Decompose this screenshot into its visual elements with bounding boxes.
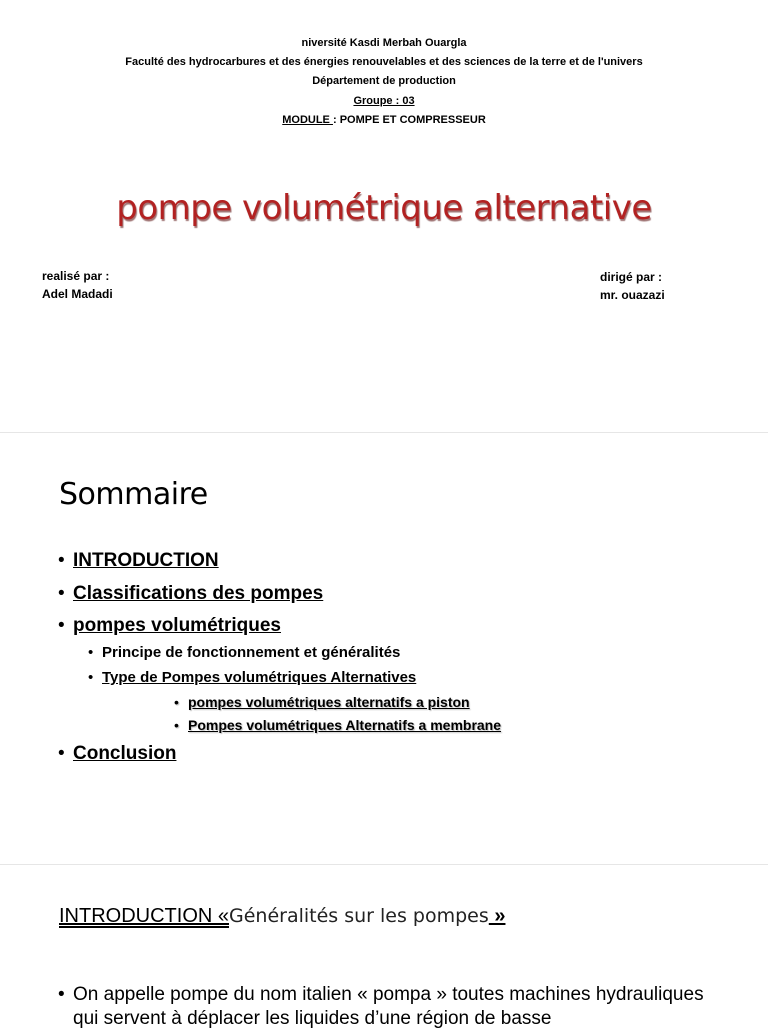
- summary-slide: [0, 432, 768, 865]
- author-name: Adel Madadi: [42, 287, 113, 301]
- bullet-icon: •: [88, 669, 94, 686]
- table-of-contents: [0, 433, 768, 865]
- introduction-title-close: »: [488, 905, 506, 927]
- toc-item-membrane[interactable]: [174, 717, 502, 733]
- summary-title: Sommaire: [59, 477, 208, 512]
- author-label: realisé par :: [42, 269, 110, 283]
- introduction-title: [59, 905, 505, 928]
- supervisor-name: mr. ouazazi: [600, 288, 665, 302]
- group-label: Groupe : 03: [353, 95, 415, 107]
- author-block: [42, 267, 113, 303]
- module-label: MODULE: [282, 114, 333, 126]
- toc-item-label: Pompes volumétriques Alternatifs a membrane: [188, 717, 502, 733]
- bullet-icon: •: [58, 984, 65, 1005]
- introduction-text: On appelle pompe du nom italien « pompa » toutes machines hydrauliques qui servent à déplacer les liquides d’une région de basse: [73, 984, 704, 1029]
- cover-slide: [0, 0, 768, 432]
- toc-item-types[interactable]: [88, 669, 417, 686]
- bullet-icon: •: [58, 743, 65, 764]
- faculty-name: Faculté des hydrocarbures et des énergies renouvelables et des sciences de la terre et de l'univers: [125, 56, 643, 68]
- supervisor-block: [600, 268, 665, 304]
- toc-item-label: Classifications des pompes: [73, 583, 324, 604]
- toc-item-label: pompes volumétriques: [73, 615, 281, 636]
- bullet-icon: •: [58, 583, 65, 604]
- module-value: : POMPE ET COMPRESSEUR: [332, 114, 486, 126]
- toc-item-label: Conclusion: [73, 743, 177, 764]
- document-title: pompe volumétrique alternative: [116, 188, 652, 228]
- supervisor-label: dirigé par :: [600, 270, 663, 284]
- bullet-icon: •: [174, 717, 179, 733]
- introduction-slide: [0, 864, 768, 1029]
- bullet-icon: •: [58, 615, 65, 636]
- toc-item-piston[interactable]: [174, 694, 470, 710]
- bullet-icon: •: [88, 644, 94, 661]
- toc-item-classifications[interactable]: [58, 583, 324, 605]
- bullet-icon: •: [58, 550, 65, 571]
- university-name: niversité Kasdi Merbah Ouargla: [301, 37, 467, 49]
- introduction-title-main: INTRODUCTION «: [59, 905, 229, 927]
- toc-item-introduction[interactable]: [58, 550, 219, 572]
- bullet-icon: •: [174, 694, 179, 710]
- toc-item-pompes-volumetriques[interactable]: [58, 615, 281, 637]
- module-line: [0, 113, 768, 127]
- department-name: Département de production: [312, 75, 456, 87]
- toc-item-label: pompes volumétriques alternatifs a piston: [188, 694, 470, 710]
- toc-item-label: Principe de fonctionnement et généralités: [102, 644, 401, 661]
- introduction-title-sub: Généralités sur les pompes: [229, 905, 489, 927]
- toc-item-label: Type de Pompes volumétriques Alternatives: [102, 669, 417, 686]
- toc-item-label: INTRODUCTION: [73, 550, 219, 571]
- toc-item-conclusion[interactable]: [58, 743, 177, 765]
- toc-item-principe: [88, 644, 401, 661]
